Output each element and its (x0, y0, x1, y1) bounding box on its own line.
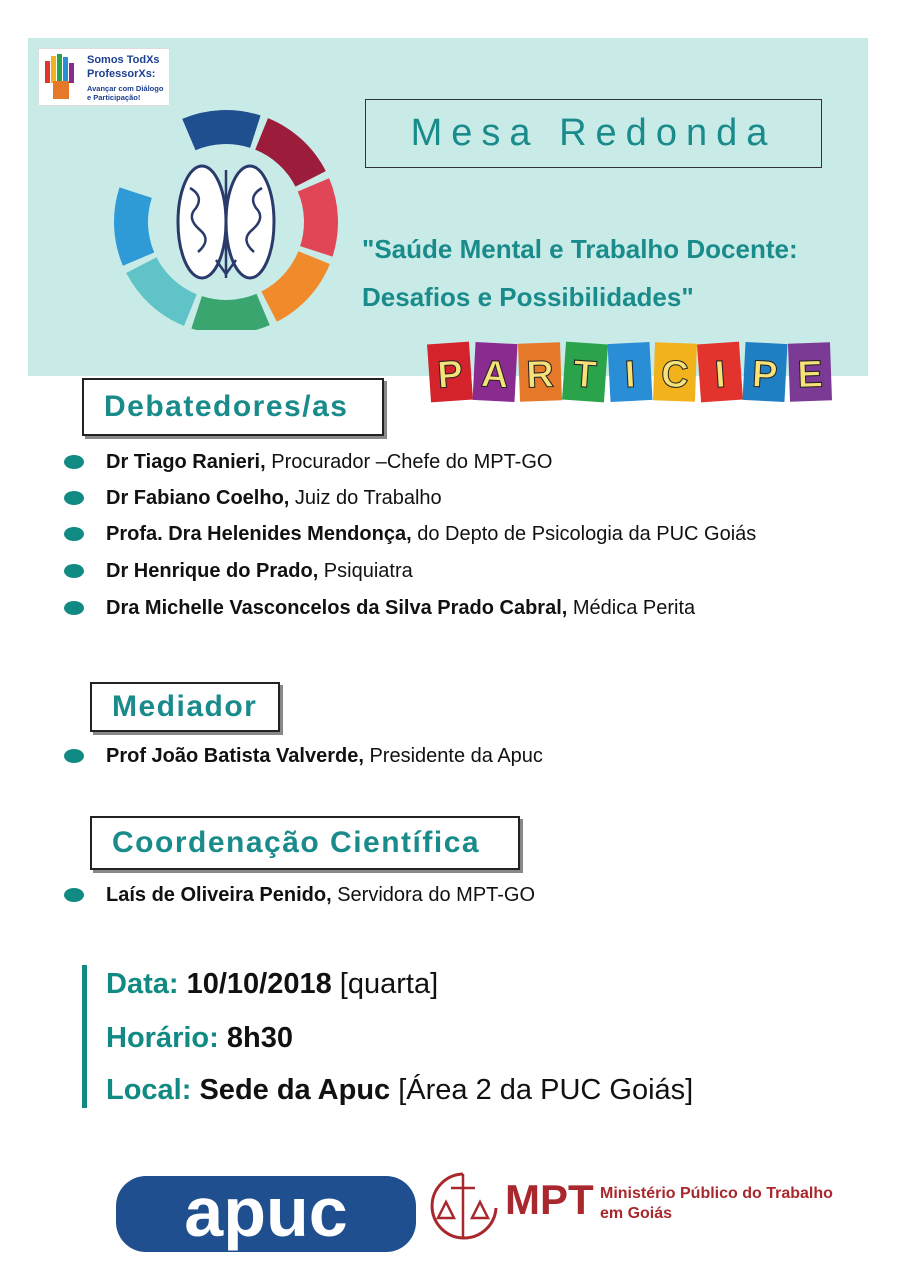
wheel-segment (114, 187, 154, 265)
participe-tile (653, 342, 697, 401)
bullet-icon (64, 455, 84, 469)
participe-tile (788, 342, 832, 401)
brain-icon (178, 166, 274, 278)
participe-letter: T (571, 353, 598, 397)
bullet-icon (64, 527, 84, 541)
wheel-segment (126, 257, 197, 325)
event-place: Local: Sede da Apuc [Área 2 da PUC Goiás] (106, 1074, 694, 1106)
wheel-segment (298, 178, 338, 256)
participe-letter: R (525, 353, 555, 397)
wheel-segment (182, 110, 260, 150)
mpt-emblem-icon (428, 1168, 498, 1246)
raised-hands-icon (41, 51, 81, 101)
participe-letter: C (660, 353, 690, 397)
participe-letter: P (751, 353, 779, 397)
participe-tile (743, 342, 788, 402)
mediador-heading: Mediador (90, 682, 280, 732)
participe-letter: I (713, 353, 727, 397)
apuc-logo (112, 1168, 432, 1258)
mpt-full-name: Ministério Público do Trabalho em Goiás (600, 1185, 833, 1222)
badge-line1: Somos TodXs (87, 54, 160, 66)
info-accent-bar (82, 965, 87, 1108)
badge-line2: ProfessorXs: (87, 68, 156, 80)
apuc-logo-text: apuc (184, 1173, 348, 1251)
participe-tile (697, 342, 743, 403)
participe-tile (562, 342, 608, 403)
debatedores-heading: Debatedores/as (82, 378, 384, 436)
bullet-icon (64, 601, 84, 615)
participe-letter: E (796, 353, 824, 397)
participe-tile (473, 342, 518, 402)
event-date: Data: 10/10/2018 [quarta] (106, 968, 439, 1000)
bullet-icon (64, 564, 84, 578)
participe-letter: A (480, 353, 510, 397)
campaign-badge (38, 48, 170, 106)
event-time: Horário: 8h30 (106, 1022, 293, 1054)
subtitle-line1: "Saúde Mental e Trabalho Docente: (362, 234, 798, 264)
wheel-segment (255, 118, 326, 186)
wheel-segment (191, 294, 269, 330)
wheel-segment (261, 251, 329, 322)
badge-line3: Avançar com Diálogo e Participação! (87, 84, 164, 102)
coordenacao-heading: Coordenação Científica (90, 816, 520, 870)
participe-tile (518, 342, 562, 401)
bullet-icon (64, 491, 84, 505)
brain-wheel-icon (112, 110, 352, 330)
subtitle-line2: Desafios e Possibilidades" (362, 282, 694, 312)
participe-tile (608, 342, 653, 402)
participe-letter: P (436, 353, 465, 397)
participe-banner (425, 337, 835, 407)
bullet-icon (64, 888, 84, 902)
participe-tile (427, 342, 473, 403)
bullet-icon (64, 749, 84, 763)
event-type-title: Mesa Redonda (365, 99, 822, 168)
event-subtitle (362, 225, 798, 321)
participe-letter: I (623, 353, 637, 397)
mpt-acronym: MPT (505, 1176, 594, 1223)
